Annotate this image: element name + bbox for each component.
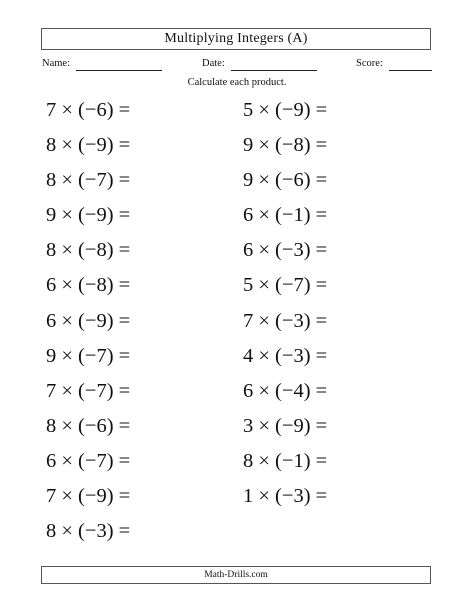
problem-item: 6 × (−1) = bbox=[243, 204, 328, 226]
problem-item: 6 × (−7) = bbox=[46, 450, 131, 472]
date-line bbox=[231, 70, 317, 71]
name-label: Name: bbox=[42, 58, 70, 69]
date-label: Date: bbox=[202, 58, 225, 69]
problem-item: 6 × (−4) = bbox=[243, 380, 328, 402]
problem-item: 8 × (−1) = bbox=[243, 450, 328, 472]
instruction-text: Calculate each product. bbox=[187, 77, 287, 88]
problem-item: 7 × (−6) = bbox=[46, 99, 131, 121]
problem-item: 9 × (−8) = bbox=[243, 134, 328, 156]
problem-item: 1 × (−3) = bbox=[243, 485, 328, 507]
student-info-row bbox=[0, 56, 474, 74]
problem-item: 9 × (−9) = bbox=[46, 204, 131, 226]
score-label: Score: bbox=[356, 58, 383, 69]
problem-item: 8 × (−3) = bbox=[46, 520, 131, 542]
problem-item: 9 × (−7) = bbox=[46, 345, 131, 367]
problem-item: 7 × (−9) = bbox=[46, 485, 131, 507]
name-line bbox=[76, 70, 162, 71]
score-line bbox=[389, 70, 432, 71]
problem-item: 6 × (−3) = bbox=[243, 239, 328, 261]
problem-item: 8 × (−7) = bbox=[46, 169, 131, 191]
problem-item: 6 × (−9) = bbox=[46, 310, 131, 332]
footer-box bbox=[41, 566, 431, 584]
problem-item: 5 × (−9) = bbox=[243, 99, 328, 121]
problem-item: 8 × (−8) = bbox=[46, 239, 131, 261]
problem-item: 8 × (−9) = bbox=[46, 134, 131, 156]
problem-item: 8 × (−6) = bbox=[46, 415, 131, 437]
problem-item: 4 × (−3) = bbox=[243, 345, 328, 367]
problem-item: 3 × (−9) = bbox=[243, 415, 328, 437]
worksheet-title: Multiplying Integers (A) bbox=[164, 31, 308, 46]
problem-item: 7 × (−3) = bbox=[243, 310, 328, 332]
problem-item: 6 × (−8) = bbox=[46, 274, 131, 296]
worksheet-title-box bbox=[41, 28, 431, 50]
problem-item: 5 × (−7) = bbox=[243, 274, 328, 296]
footer-site-name: Math-Drills.com bbox=[204, 570, 268, 580]
problem-item: 7 × (−7) = bbox=[46, 380, 131, 402]
problem-item: 9 × (−6) = bbox=[243, 169, 328, 191]
